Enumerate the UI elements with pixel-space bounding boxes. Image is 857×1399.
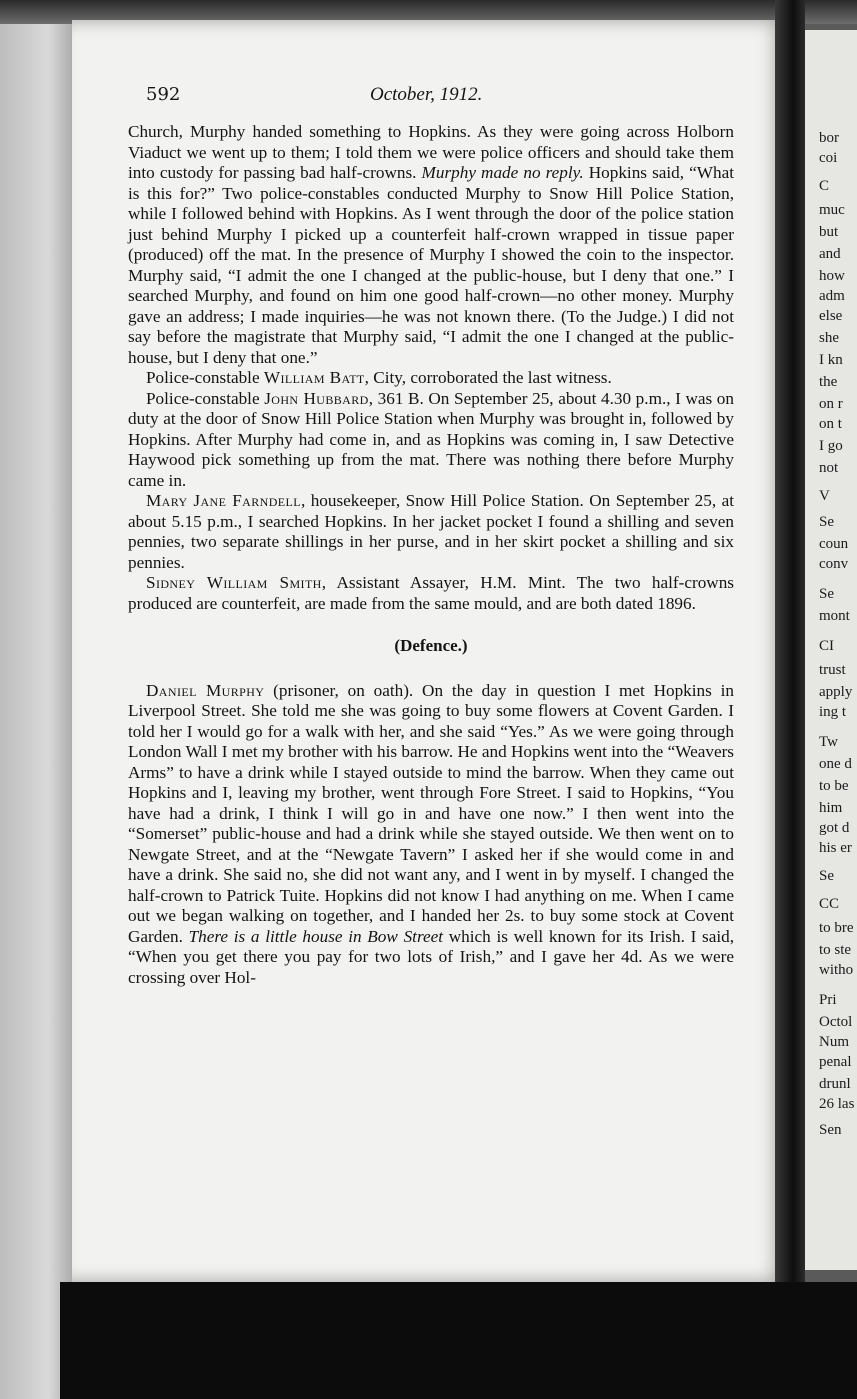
adjacent-page-word: coun	[819, 536, 849, 552]
adjacent-page-word: Se	[819, 514, 834, 530]
adjacent-page-word: coi	[819, 150, 838, 166]
adjacent-page-word: got d	[819, 820, 850, 836]
adjacent-page-word: Pri	[819, 992, 837, 1008]
adjacent-page-word: to ste	[819, 942, 852, 958]
adjacent-page-word: to be	[819, 778, 849, 794]
adjacent-page-word: I go	[819, 438, 843, 454]
paragraph-batt: Police-constable William Batt, City, corroborated the last witness.	[146, 368, 612, 387]
adjacent-page-word: Se	[819, 586, 834, 602]
adjacent-page-word: to bre	[819, 920, 854, 936]
adjacent-page-word: mont	[819, 608, 850, 624]
adjacent-page-word: on r	[819, 396, 843, 412]
paragraph-smith: Sidney William Smith, Assistant Assayer, H.M. Mint. The two half-crowns produced are counterfeit, are made from the same mould, and are both dated 1896.	[128, 573, 735, 613]
adjacent-page-word: C	[819, 178, 830, 194]
adjacent-page-word: adm	[819, 288, 845, 304]
running-head: October, 1912.	[370, 84, 483, 105]
adjacent-page-word: not	[819, 460, 839, 476]
adjacent-page-word: witho	[819, 962, 854, 978]
adjacent-page-word: conv	[819, 556, 849, 572]
adjacent-page-word: she	[819, 330, 839, 346]
adjacent-page-word: penal	[819, 1054, 852, 1070]
adjacent-page-word: CC	[819, 896, 840, 912]
adjacent-page-word: muc	[819, 202, 845, 218]
adjacent-page-word: apply	[819, 684, 853, 700]
body-text	[128, 122, 734, 988]
adjacent-page-fragment	[805, 30, 857, 1270]
adjacent-page-word: and	[819, 246, 841, 262]
adjacent-page-word: him	[819, 800, 843, 816]
adjacent-page-word: on t	[819, 416, 842, 432]
adjacent-page-word: his er	[819, 840, 852, 856]
witness-name: Mary Jane Farndell	[146, 491, 301, 510]
page-number: 592	[146, 84, 181, 105]
book-spine-shadow	[775, 0, 805, 1290]
bottom-scan-edge	[60, 1282, 857, 1399]
adjacent-page-word: Tw	[819, 734, 838, 750]
paragraph-hopkins-evidence: Church, Murphy handed something to Hopkins. As they were going across Holborn Viaduct we went up to them; I told them we were police officers and should take them into custody for passing bad half-crowns. Murphy made no reply. Hopkins said, “What is this for?” Two police-constables conducted Murphy to Snow Hill Police Station, while I followed behind with Hopkins. As I went through the door of the police station just behind Murphy I picked up a counterfeit half-crown wrapped in tissue paper (produced) off the mat. In the presence of Murphy I showed the coin to the inspector. Murphy said, “I admit the one I changed at the public-house, but I deny that one.” I searched Murphy, and found on him one good half-crown—no other money. Murphy gave an address; I made inquiries—he was not known there. (To the Judge.) I did not say before the magistrate that Murphy said, “I admit the one I changed at the public-house, but I deny that one.”	[128, 122, 734, 367]
prisoner-name: Daniel Murphy	[146, 680, 265, 700]
adjacent-page-word: I kn	[819, 352, 843, 368]
adjacent-page-word: how	[819, 268, 845, 284]
adjacent-page-word: drunl	[819, 1076, 851, 1092]
section-heading-defence: (Defence.)	[394, 636, 468, 655]
adjacent-page-word: Sen	[819, 1122, 842, 1138]
page-header	[146, 84, 746, 112]
adjacent-page-word: one d	[819, 756, 852, 772]
adjacent-page-word: Octol	[819, 1014, 853, 1030]
witness-name: John Hubbard	[264, 388, 369, 408]
adjacent-page-word: trust	[819, 662, 846, 678]
witness-name: William Batt	[263, 368, 365, 387]
paragraph-hubbard: Police-constable John Hubbard, 361 B. On September 25, about 4.30 p.m., I was on duty at the door of Snow Hill Police Station when Murphy was brought in, followed by Hopkins. After Murphy had come in, and as Hopkins was coming in, I saw Detective Haywood pick something up from the mat. There was nothing there before Murphy came in.	[128, 388, 734, 490]
adjacent-page-word: else	[819, 308, 843, 324]
paragraph-murphy-defence: Daniel Murphy (prisoner, on oath). On the day in question I met Hopkins in Liverpool Street. She told me she was going to buy some flowers at Covent Garden. I told her I would go for a walk with her, and she said “Yes.” As we were going through London Wall I met my brother with his barrow. He and Hopkins went into the “Weavers Arms” to have a drink while I stayed outside to mind the barrow. When they came out Hopkins and I, leaving my brother, went through Fore Street. I said to Hopkins, “You have had a drink, I think I will go in and have one now.” I then went into the “Somerset” public-house and had a drink while she stayed outside. We then went on to Newgate Street, and at the “Newgate Tavern” I asked her if she would come in and have a drink. She said no, she did not want any, and I went in by myself. I changed the half-crown to Patrick Tuite. Hopkins did not know I had anything on me. When I came out we began walking on together, and I handed her 2s. to buy some stock at Covent Garden. There is a little house in Bow Street which is well known for its Irish. I said, “When you get there you pay for two lots of Irish,” and I gave her 4d. As we were crossing over Hol-	[128, 680, 735, 987]
adjacent-page-word: V	[819, 488, 830, 504]
paragraph-farndell: Mary Jane Farndell, housekeeper, Snow Hill Police Station. On September 25, at about 5.15 p.m., I searched Hopkins. In her jacket pocket I found a shilling and seven pennies, two separate shillings in her purse, and in her skirt pocket a shilling and six pennies.	[128, 491, 734, 572]
adjacent-page-word: ing t	[819, 704, 847, 720]
adjacent-page-word: the	[819, 374, 838, 390]
adjacent-page-word: bor	[819, 130, 839, 146]
adjacent-page-word: Se	[819, 868, 834, 884]
witness-name: Sidney William Smith	[146, 573, 322, 592]
adjacent-page-word: but	[819, 224, 839, 240]
adjacent-page-word: CI	[819, 638, 834, 654]
adjacent-page-word: Num	[819, 1034, 849, 1050]
adjacent-page-word: 26 las	[819, 1096, 855, 1112]
